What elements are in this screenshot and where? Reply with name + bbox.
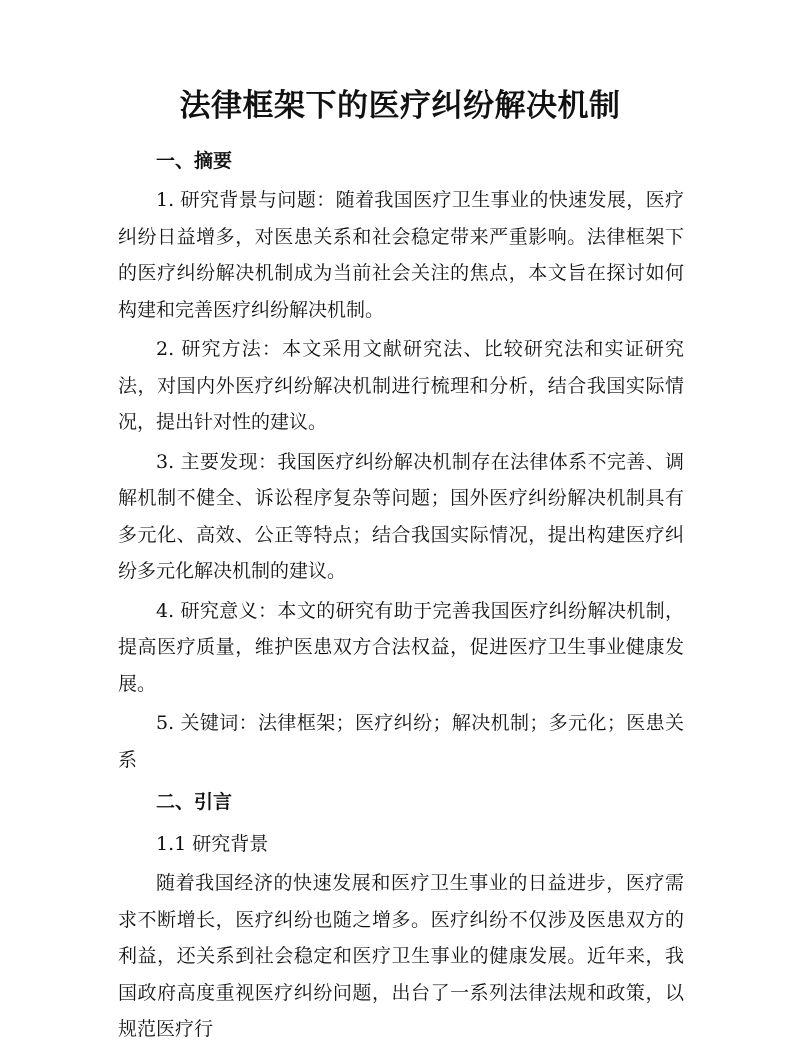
section-heading-abstract: 一、摘要	[156, 150, 233, 172]
abstract-item-findings: 3. 主要发现：我国医疗纠纷解决机制存在法律体系不完善、调解机制不健全、诉讼程序复杂等问题；国外医疗纠纷解决机制具有多元化、高效、公正等特点；结合我国实际情况，提出构建医疗纠纷多元化解决机制的建议。	[118, 450, 684, 582]
document-body	[118, 140, 684, 1051]
document-title: 法律框架下的医疗纠纷解决机制	[179, 88, 621, 124]
abstract-item-keywords: 5. 关键词：法律框架；医疗纠纷；解决机制；多元化；医患关系	[118, 712, 684, 771]
section-heading-introduction: 二、引言	[156, 791, 233, 813]
subsection-heading-background: 1.1 研究背景	[156, 833, 269, 855]
abstract-item-significance: 4. 研究意义：本文的研究有助于完善我国医疗纠纷解决机制，提高医疗质量，维护医患双方合法权益，促进医疗卫生事业健康发展。	[118, 599, 684, 695]
abstract-item-background: 1. 研究背景与问题：随着我国医疗卫生事业的快速发展，医疗纠纷日益增多，对医患关系和社会稳定带来严重影响。法律框架下的医疗纠纷解决机制成为当前社会关注的焦点，本文旨在探讨如何构建和完善医疗纠纷解决机制。	[118, 189, 684, 321]
abstract-item-method: 2. 研究方法：本文采用文献研究法、比较研究法和实证研究法，对国内外医疗纠纷解决机制进行梳理和分析，结合我国实际情况，提出针对性的建议。	[118, 338, 684, 433]
introduction-paragraph: 随着我国经济的快速发展和医疗卫生事业的日益进步，医疗需求不断增长，医疗纠纷也随之增多。医疗纠纷不仅涉及医患双方的利益，还关系到社会稳定和医疗卫生事业的健康发展。近年来，我国政府高度重视医疗纠纷问题，出台了一系列法律法规和政策，以规范医疗行	[118, 872, 684, 1040]
